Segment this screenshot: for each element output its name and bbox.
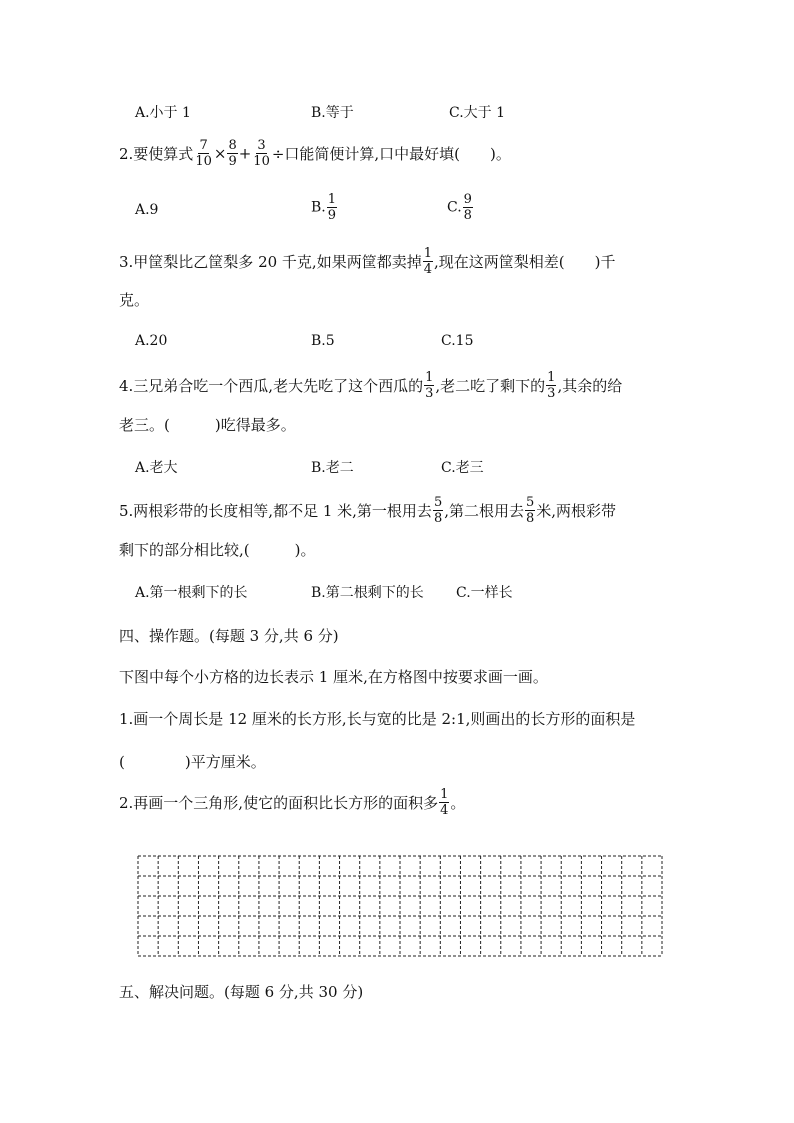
q2-option-a: A.9: [135, 202, 159, 218]
q2-fraction-2-numerator: 8: [228, 138, 237, 153]
q2-option-b-denominator: 9: [327, 208, 337, 223]
section-4-heading: 四、操作题。(每题 3 分,共 6 分): [119, 627, 339, 645]
q3-option-a: A.20: [135, 333, 168, 349]
q1-option-a: A.小于 1: [135, 105, 191, 121]
q3-fraction: [423, 246, 433, 277]
q2-option-c-fraction: [463, 192, 473, 223]
q5-line-2: 剩下的部分相比较,( )。: [119, 541, 316, 559]
q2-fraction-3-numerator: 3: [257, 138, 266, 153]
section-4-item-2-denominator: 4: [440, 803, 449, 818]
q5-fraction-1-numerator: 5: [433, 495, 443, 510]
q3-stem: [119, 246, 615, 277]
section-4-item-2: [119, 787, 465, 818]
q4-stem: [119, 370, 622, 401]
q2-fraction-3: [252, 138, 271, 169]
q5-fraction-2-numerator: 5: [526, 495, 535, 510]
q4-suffix: ,其余的给: [557, 377, 623, 395]
q5-option-b: B.第二根剩下的长: [311, 585, 424, 601]
q3-suffix: ,现在这两筐梨相差( )千: [434, 253, 616, 271]
q2-option-c-label: C.: [447, 199, 462, 216]
q5-suffix: 米,两根彩带: [536, 502, 617, 520]
q2-fraction-1-denominator: 10: [195, 154, 212, 169]
q5-middle: ,第二根用去: [444, 502, 524, 520]
q2-option-c: [447, 192, 474, 223]
q4-option-a: A.老大: [135, 460, 178, 476]
grid-lines: [137, 855, 663, 957]
q5-option-c: C.一样长: [456, 585, 513, 601]
q4-fraction-1: [424, 370, 434, 401]
q5-fraction-1-denominator: 8: [433, 511, 443, 526]
q4-prefix: 4.三兄弟合吃一个西瓜,老大先吃了这个西瓜的: [119, 377, 424, 395]
q2-stem: [119, 138, 511, 169]
q3-option-c: C.15: [441, 333, 474, 349]
section-4-item-2-prefix: 2.再画一个三角形,使它的面积比长方形的面积多: [119, 794, 439, 812]
section-4-item-1-answer-line: ( )平方厘米。: [119, 753, 266, 771]
q4-fraction-1-denominator: 3: [425, 386, 434, 401]
q4-fraction-2-numerator: 1: [547, 370, 556, 385]
q2-fraction-1-numerator: 7: [199, 138, 208, 153]
section-4-item-2-fraction: [439, 787, 449, 818]
q2-fraction-2-denominator: 9: [228, 154, 237, 169]
q5-fraction-2: [525, 495, 535, 526]
q2-fraction-2: [227, 138, 237, 169]
q1-option-b: B.等于: [311, 105, 354, 121]
q2-fraction-1: [194, 138, 213, 169]
q5-stem: [119, 495, 616, 526]
q1-option-c: C.大于 1: [449, 105, 506, 121]
q2-operator-1: ×: [213, 144, 227, 163]
q3-option-b: B.5: [311, 333, 335, 349]
q2-option-c-denominator: 8: [463, 208, 472, 223]
q2-suffix: ÷口能简便计算,口中最好填( )。: [271, 145, 511, 163]
q3-prefix: 3.甲筐梨比乙筐梨多 20 千克,如果两筐都卖掉: [119, 253, 422, 271]
q2-operator-2: +: [238, 144, 252, 163]
section-4-intro: 下图中每个小方格的边长表示 1 厘米,在方格图中按要求画一画。: [119, 668, 548, 686]
q2-option-b-numerator: 1: [327, 192, 337, 207]
section-5-heading: 五、解决问题。(每题 6 分,共 30 分): [119, 983, 364, 1001]
q5-fraction-2-denominator: 8: [526, 511, 535, 526]
q2-option-b-label: B.: [311, 199, 326, 216]
q4-middle: ,老二吃了剩下的: [435, 377, 546, 395]
q2-prefix: 2.要使算式: [119, 145, 194, 163]
q3-line-2: 克。: [119, 291, 150, 309]
section-4-item-1: 1.画一个周长是 12 厘米的长方形,长与宽的比是 2:1,则画出的长方形的面积是: [119, 710, 636, 728]
q2-fraction-3-denominator: 10: [253, 154, 270, 169]
drawing-grid[interactable]: [137, 855, 663, 961]
q2-option-c-numerator: 9: [463, 192, 472, 207]
q5-option-a: A.第一根剩下的长: [135, 585, 248, 601]
q4-option-c: C.老三: [441, 460, 484, 476]
q3-fraction-denominator: 4: [423, 262, 432, 277]
q5-fraction-1: [433, 495, 443, 526]
q5-prefix: 5.两根彩带的长度相等,都不足 1 米,第一根用去: [119, 502, 432, 520]
q2-option-b-fraction: [327, 192, 337, 223]
q2-option-b: [311, 192, 338, 223]
q4-fraction-1-numerator: 1: [425, 370, 434, 385]
section-4-item-2-numerator: 1: [440, 787, 449, 802]
q4-fraction-2-denominator: 3: [547, 386, 556, 401]
q4-fraction-2: [546, 370, 556, 401]
section-4-item-2-suffix: 。: [450, 794, 466, 812]
q4-line-2: 老三。( )吃得最多。: [119, 416, 296, 434]
q4-option-b: B.老二: [311, 460, 354, 476]
q3-fraction-numerator: 1: [423, 246, 432, 261]
